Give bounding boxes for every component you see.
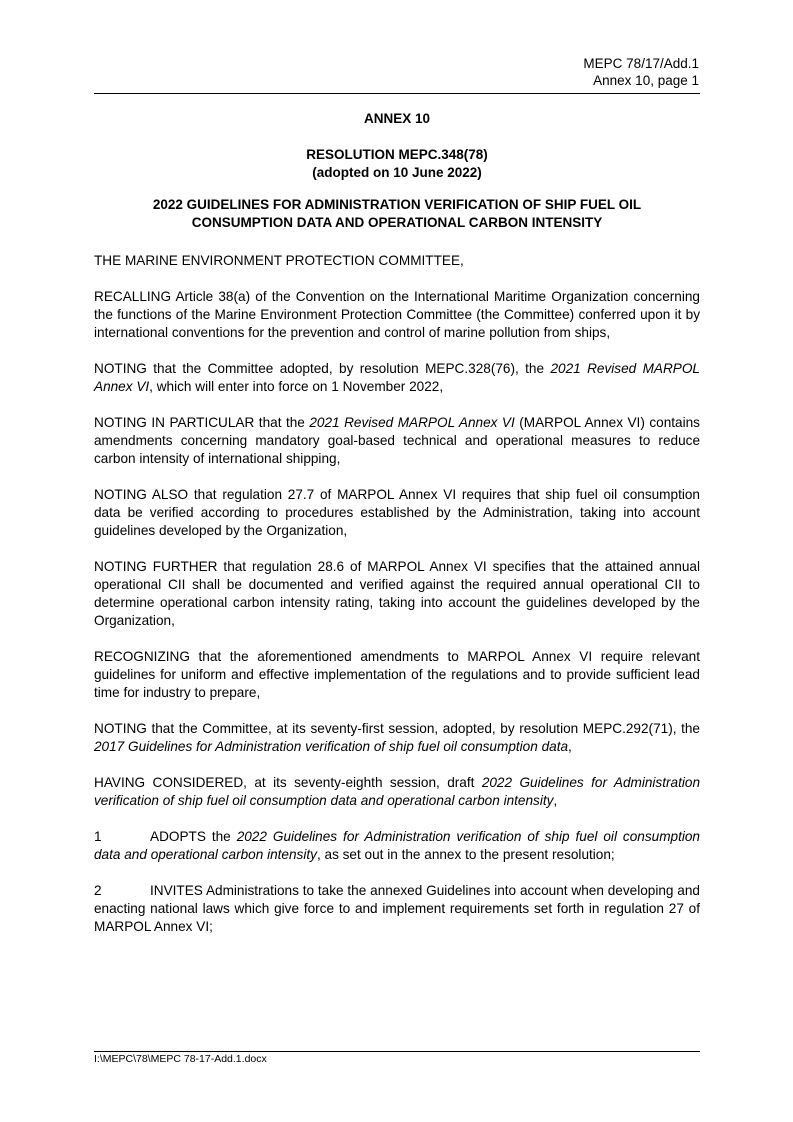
paragraph-noting-2017: NOTING that the Committee, at its seventy-first session, adopted, by resolution MEPC.292(71), the 2017 Guidelines for Administration verification of ship fuel oil consumption data, xyxy=(94,721,700,754)
paragraph-noting-in-particular: NOTING IN PARTICULAR that the 2021 Revised MARPOL Annex VI (MARPOL Annex VI) contains amendments concerning mandatory goal-based technical and operational measures to reduce carbon intensity of international shipping, xyxy=(94,415,700,466)
operative-paragraph-2: 2 INVITES Administrations to take the annexed Guidelines into account when developing and enacting national laws which give force to and implement requirements set forth in regulation 27 of MARPOL Annex VI; xyxy=(94,883,700,934)
operative-paragraph-1: 1 ADOPTS the 2022 Guidelines for Administration verification of ship fuel oil consumption data and operational carbon intensity, as set out in the annex to the present resolution; xyxy=(94,829,700,862)
paragraph-noting: NOTING that the Committee adopted, by resolution MEPC.328(76), the 2021 Revised MARPOL Annex VI, which will enter into force on 1 November 2022, xyxy=(94,361,700,394)
paragraph-noting-further: NOTING FURTHER that regulation 28.6 of MARPOL Annex VI specifies that the attained annual operational CII shall be documented and verified against the required annual operational CII to determine operational carbon intensity rating, taking into account the guidelines developed by the Organization, xyxy=(94,559,700,628)
page-reference: Annex 10, page 1 xyxy=(593,73,699,88)
paragraph-recognizing: RECOGNIZING that the aforementioned amendments to MARPOL Annex VI require relevant guidelines for uniform and effective implementation of the regulations and to provide sufficient lead time for industry to prepare, xyxy=(94,649,700,700)
resolution-number: RESOLUTION MEPC.348(78) xyxy=(306,147,488,162)
header-divider xyxy=(94,93,700,94)
paragraph-noting-also: NOTING ALSO that regulation 27.7 of MARPOL Annex VI requires that ship fuel oil consumption data be verified according to procedures established by the Administration, taking into account guidelines developed by the Organization, xyxy=(94,487,700,538)
resolution-block xyxy=(94,146,700,182)
title-line-1: 2022 GUIDELINES FOR ADMINISTRATION VERIFICATION OF SHIP FUEL OIL xyxy=(152,197,642,212)
file-path: I:\MEPC\78\MEPC 78-17-Add.1.docx xyxy=(94,1053,267,1065)
document-title xyxy=(94,196,700,232)
document-code: MEPC 78/17/Add.1 xyxy=(583,56,699,71)
paragraph-recalling: RECALLING Article 38(a) of the Convention on the International Maritime Organization concerning the functions of the Marine Environment Protection Committee (the Committee) conferred upon it by international conventions for the prevention and control of marine pollution from ships, xyxy=(94,289,700,340)
title-line-2: CONSUMPTION DATA AND OPERATIONAL CARBON INTENSITY xyxy=(191,215,603,230)
adoption-date: (adopted on 10 June 2022) xyxy=(312,165,482,180)
page-header xyxy=(583,55,699,89)
document-body xyxy=(94,252,700,954)
paragraph-having-considered: HAVING CONSIDERED, at its seventy-eighth session, draft 2022 Guidelines for Administration verification of ship fuel oil consumption data and operational carbon intensity, xyxy=(94,775,701,808)
annex-title: ANNEX 10 xyxy=(363,111,431,126)
footer-divider xyxy=(94,1051,700,1052)
committee-heading: THE MARINE ENVIRONMENT PROTECTION COMMITTEE, xyxy=(94,253,464,268)
